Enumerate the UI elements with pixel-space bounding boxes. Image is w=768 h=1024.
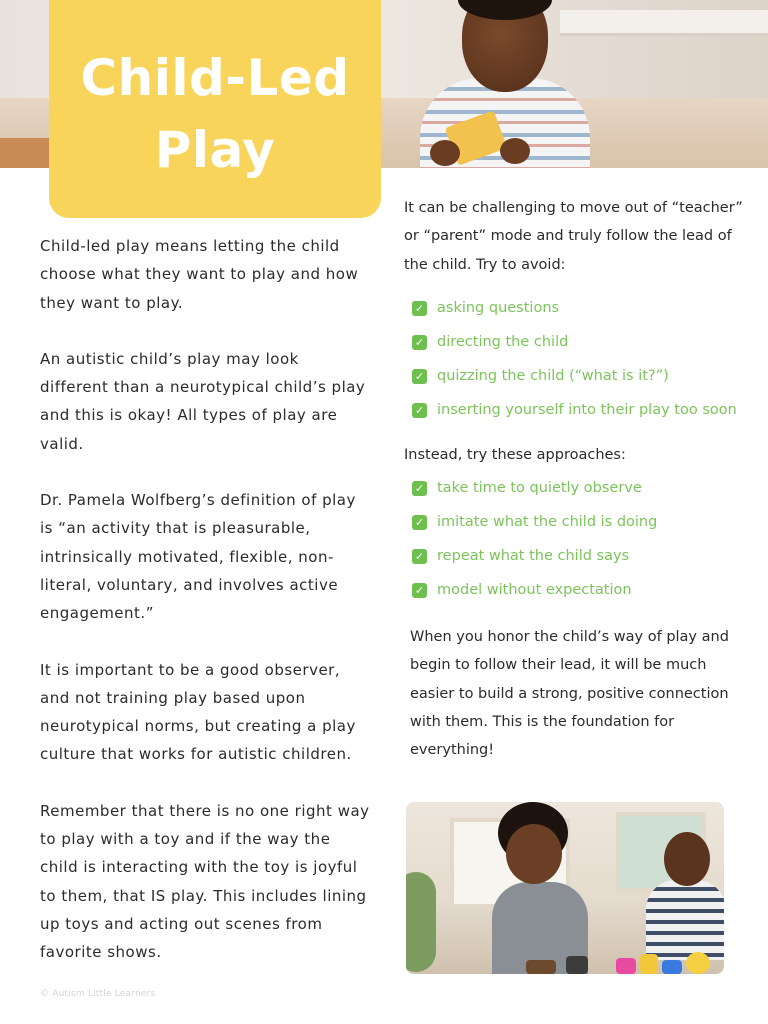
check-box-icon: ✓ — [412, 515, 427, 530]
list-item: ✓ quizzing the child (“what is it?”) — [404, 359, 754, 393]
child-boy-face — [506, 824, 562, 884]
list-item: ✓ repeat what the child says — [404, 539, 754, 573]
check-box-icon: ✓ — [412, 301, 427, 316]
avoid-list — [404, 291, 754, 427]
paragraph-no-one-right-way: Remember that there is no one right way to play with a toy and if the way the child is interacting with the toy is joyful to them, that IS play. This includes lining up toys and acting out scenes from favorite shows. — [40, 801, 370, 962]
check-box-icon: ✓ — [412, 549, 427, 564]
child-girl-face — [664, 832, 710, 886]
check-box-icon: ✓ — [412, 335, 427, 350]
closing-paragraph: When you honor the child’s way of play and begin to follow their lead, it will be much easier to build a strong, positive connection with them. This is the foundation for everything! — [410, 629, 729, 759]
toy — [616, 958, 636, 974]
paragraph-definition: Child-led play means letting the child choose what they want to play and how they want to play. — [40, 237, 359, 312]
shelf — [560, 10, 768, 36]
child-left-edge — [406, 872, 436, 972]
toy — [566, 956, 588, 974]
check-box-icon: ✓ — [412, 369, 427, 384]
list-item: ✓ directing the child — [404, 325, 754, 359]
check-box-icon: ✓ — [412, 481, 427, 496]
paragraph-autistic-play: An autistic child’s play may look different than a neurotypical child’s play and this is okay! All types of play are valid. — [40, 349, 366, 453]
avoid-intro: It can be challenging to move out of “teacher” or “parent” mode and truly follow the lead of the child. Try to avoid: — [404, 200, 743, 273]
right-column — [404, 194, 754, 764]
list-item: ✓ imitate what the child is doing — [404, 505, 754, 539]
toy — [662, 960, 682, 974]
approaches-intro: Instead, try these approaches: — [404, 447, 626, 464]
left-column — [40, 232, 370, 995]
toy — [526, 960, 556, 974]
paragraph-observer: It is important to be a good observer, and not training play based upon neurotypical norms, but creating a play culture that works for autistic children. — [40, 660, 356, 764]
child-girl-shirt — [646, 880, 724, 960]
toy — [640, 954, 658, 974]
list-item: ✓ take time to quietly observe — [404, 471, 754, 505]
list-item: ✓ inserting yourself into their play too soon — [404, 393, 754, 427]
paragraph-wolfberg-quote: Dr. Pamela Wolfberg’s definition of play is “an activity that is pleasurable, intrinsically motivated, flexible, non-literal, voluntary, and involves active engagement.” — [40, 491, 356, 623]
page-title — [70, 32, 360, 187]
copyright-footer: © Autism Little Learners — [40, 989, 156, 999]
check-box-icon: ✓ — [412, 403, 427, 418]
toddler-hand-right — [500, 138, 530, 164]
toy — [686, 952, 710, 974]
approaches-list — [404, 471, 754, 607]
title-line-1: Child-Led — [80, 48, 350, 107]
toddler-hand-left — [430, 140, 460, 166]
title-line-2: Play — [154, 121, 276, 179]
list-item: ✓ asking questions — [404, 291, 754, 325]
toys-on-floor — [526, 950, 724, 974]
list-item: ✓ model without expectation — [404, 573, 754, 607]
title-card — [49, 0, 381, 218]
check-box-icon: ✓ — [412, 583, 427, 598]
children-playing-photo — [406, 802, 724, 974]
